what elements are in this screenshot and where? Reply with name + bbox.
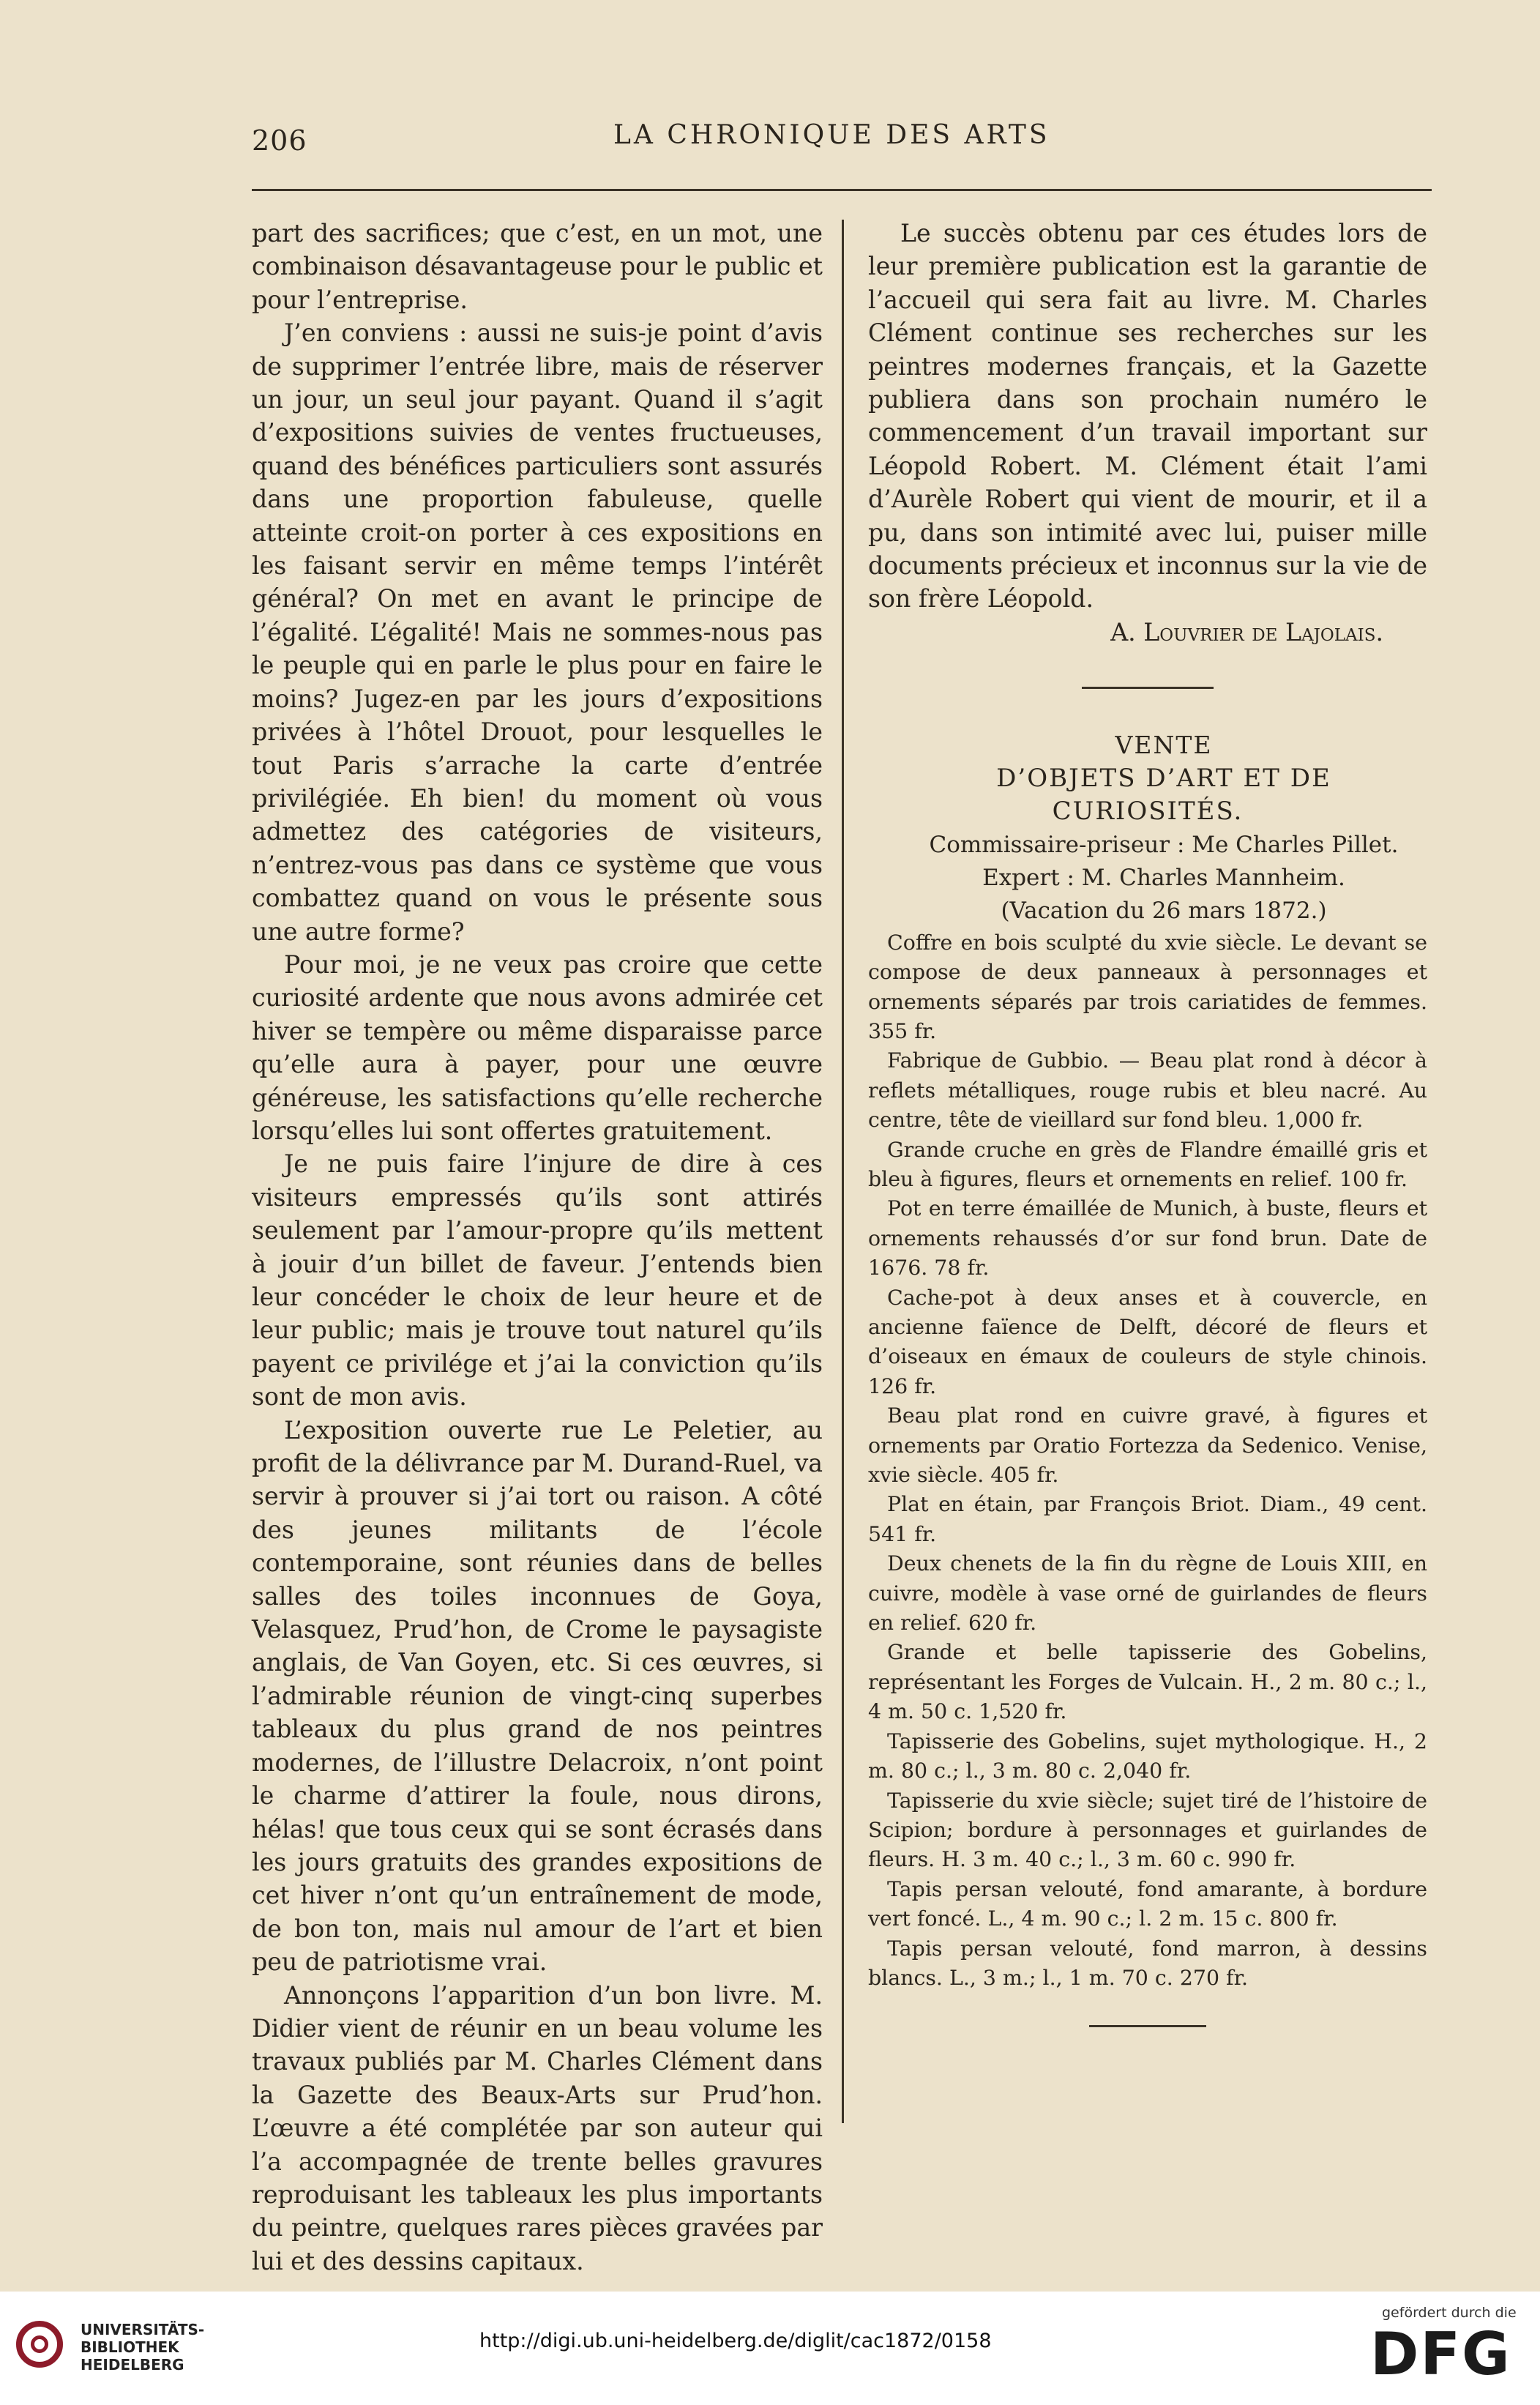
auctioneer-line: Commissaire-priseur : Me Charles Pillet. bbox=[929, 831, 1399, 858]
sale-item: Tapis persan velouté, fond marron, à dessins blancs. L., 3 m.; l., 1 m. 70 c. 270 fr. bbox=[868, 1936, 1427, 1990]
sale-item: Cache-pot à deux anses et à couvercle, en ancienne faïence de Delft, décoré de fleurs et d’oiseaux en émaux de couleurs de style chinois. 126 fr. bbox=[868, 1285, 1427, 1398]
paragraph: part des sacrifices; que c’est, en un mot, une combinaison désavantageuse pour le public et pour l’entreprise. bbox=[252, 219, 823, 314]
university-seal-icon bbox=[16, 2321, 63, 2368]
author-signature: A. Louvrier de Lajolais. bbox=[1110, 617, 1383, 646]
section-subheading: D’OBJETS D’ART ET DE CURIOSITÉS. bbox=[996, 763, 1331, 827]
section-divider bbox=[1082, 687, 1214, 689]
session-date: (Vacation du 26 mars 1872.) bbox=[1001, 898, 1327, 925]
library-name-line: UNIVERSITÄTS- bbox=[81, 2321, 205, 2338]
sale-item: Plat en étain, par François Briot. Diam., 49 cent. 541 fr. bbox=[868, 1492, 1427, 1546]
expert-line: Expert : M. Charles Mannheim. bbox=[982, 864, 1345, 891]
sale-item: Grande et belle tapisserie des Gobelins, représentant les Forges de Vulcain. H., 2 m. 80 c.; l., 4 m. 50 c. 1,520 fr. bbox=[868, 1640, 1427, 1724]
paragraph: Le succès obtenu par ces études lors de leur première publication est la garantie de l’accueil qui sera fait au livre. M. Charles Clément continue ses recherches sur les peintres modernes français, et la Gazette publiera dans son prochain numéro le commencement d’un travail important sur Léopold Robert. M. Clément était l’ami d’Aurèle Robert qui vient de mourir, et il a pu, dans son intimité avec lui, puiser mille documents précieux et inconnus sur la vie de son frère Léopold. bbox=[868, 219, 1427, 614]
library-name bbox=[81, 2321, 204, 2374]
paragraph: Je ne puis faire l’injure de dire à ces visiteurs empressés qu’ils sont attirés seulement par l’amour-propre qu’ils mettent à jouir d’un billet de faveur. J’entends bien leur concéder le choix de leur heure et de leur public; mais je trouve tout naturel qu’ils payent ce privilége et j’ai la conviction qu’ils sont de mon avis. bbox=[252, 1149, 823, 1412]
section-heading: VENTE bbox=[1115, 731, 1213, 760]
sale-list bbox=[868, 928, 1427, 1994]
left-column bbox=[252, 217, 823, 2278]
library-name-line: HEIDELBERG bbox=[81, 2356, 184, 2374]
dfg-logo: DFG bbox=[1370, 2320, 1511, 2388]
sale-item: Tapisserie du xvie siècle; sujet tiré de l’histoire de Scipion; bordure à personnages et guirlandes de fleurs. H. 3 m. 40 c.; l., 3 m. 60 c. 990 fr. bbox=[868, 1788, 1427, 1872]
source-url[interactable]: http://digi.ub.uni-heidelberg.de/diglit/cac1872/0158 bbox=[479, 2330, 992, 2352]
sale-item: Beau plat rond en cuivre gravé, à figures et ornements par Oratio Fortezza da Sedenico. Venise, xvie siècle. 405 fr. bbox=[868, 1403, 1427, 1488]
paragraph: Pour moi, je ne veux pas croire que cette curiosité ardente que nous avons admirée cet hiver se tempère ou même disparaisse parce qu’elle aura à payer, pour une œuvre généreuse, les satisfactions qu’elle recherche lorsqu’elles lui sont offertes gratuitement. bbox=[252, 950, 823, 1145]
sale-item: Tapis persan velouté, fond amarante, à bordure vert foncé. L., 4 m. 90 c.; l. 2 m. 15 c. 800 fr. bbox=[868, 1876, 1427, 1931]
column-divider bbox=[842, 220, 844, 2123]
paragraph: L’exposition ouverte rue Le Peletier, au profit de la délivrance par M. Durand-Ruel, va servir à prouver si j’ai tort ou raison. A côté des jeunes militants de l’école contemporaine, sont réunies dans de belles salles des toiles inconnues de Goya, Velasquez, Prud’hon, de Crome le paysagiste anglais, de Van Goyen, etc. Si ces œuvres, si l’admirable réunion de vingt-cinq superbes tableaux du plus grand de nos peintres modernes, de l’illustre Delacroix, n’ont point le charme d’attirer la foule, nous dirons, hélas! que tous ceux qui se sont écrasés dans les jours gratuits des grandes expositions de cet hiver n’ont qu’un entraînement de mode, de bon ton, mais nul amour de l’art et bien peu de patriotisme vrai. bbox=[252, 1415, 823, 1977]
sale-item: Tapisserie des Gobelins, sujet mythologique. H., 2 m. 80 c.; l., 3 m. 80 c. 2,040 fr. bbox=[868, 1729, 1427, 1783]
funding-text: gefördert durch die bbox=[1382, 2305, 1517, 2321]
page-number: 206 bbox=[252, 124, 307, 157]
paragraph: Annonçons l’apparition d’un bon livre. M. Didier vient de réunir en un beau volume les travaux publiés par M. Charles Clément dans la Gazette des Beaux-Arts sur Prud’hon. L’œuvre a été complétée par son auteur qui l’a accompagnée de trente belles gravures reproduisant les tableaux les plus importants du peintre, quelques rares pièces gravées par lui et des dessins capitaux. bbox=[252, 1980, 823, 2275]
sale-item: Grande cruche en grès de Flandre émaillé gris et bleu à figures, fleurs et ornements en relief. 100 fr. bbox=[868, 1137, 1427, 1191]
journal-title: LA CHRONIQUE DES ARTS bbox=[613, 120, 1050, 150]
sale-item: Deux chenets de la fin du règne de Louis XIII, en cuivre, modèle à vase orné de guirlandes de fleurs en relief. 620 fr. bbox=[868, 1551, 1427, 1636]
sale-item: Coffre en bois sculpté du xvie siècle. Le devant se compose de deux panneaux à personnages et ornements séparés par trois cariatides de femmes. 355 fr. bbox=[868, 930, 1427, 1043]
paragraph: J’en conviens : aussi ne suis-je point d’avis de supprimer l’entrée libre, mais de réserver un jour, un seul jour payant. Quand il s’agit d’expositions suivies de ventes fructueuses, quand des bénéfices particuliers sont assurés dans une proportion fabuleuse, quelle atteinte croit-on porter à ces expositions en les faisant servir en même temps l’intérêt général? On met en avant le principe de l’égalité. L’égalité! Mais ne sommes-nous pas le peuple qui en parle le plus pour en faire le moins? Jugez-en par les jours d’expositions privées à l’hôtel Drouot, pour lesquelles le tout Paris s’arrache la carte d’entrée privilégiée. Eh bien! du moment où vous admettez des catégories de visiteurs, n’entrez-vous pas dans ce système que vous combattez quand on vous le présente sous une autre forme? bbox=[252, 318, 823, 946]
end-divider bbox=[1089, 2025, 1206, 2027]
right-column bbox=[868, 217, 1427, 2027]
library-name-line: BIBLIOTHEK bbox=[81, 2338, 179, 2356]
sale-item: Fabrique de Gubbio. — Beau plat rond à décor à reflets métalliques, rouge rubis et bleu nacré. Au centre, tête de vieillard sur fond bleu. 1,000 fr. bbox=[868, 1048, 1427, 1133]
header-rule bbox=[252, 189, 1432, 191]
sale-item: Pot en terre émaillée de Munich, à buste, fleurs et ornements rehaussés d’or sur fond brun. Date de 1676. 78 fr. bbox=[868, 1196, 1427, 1280]
